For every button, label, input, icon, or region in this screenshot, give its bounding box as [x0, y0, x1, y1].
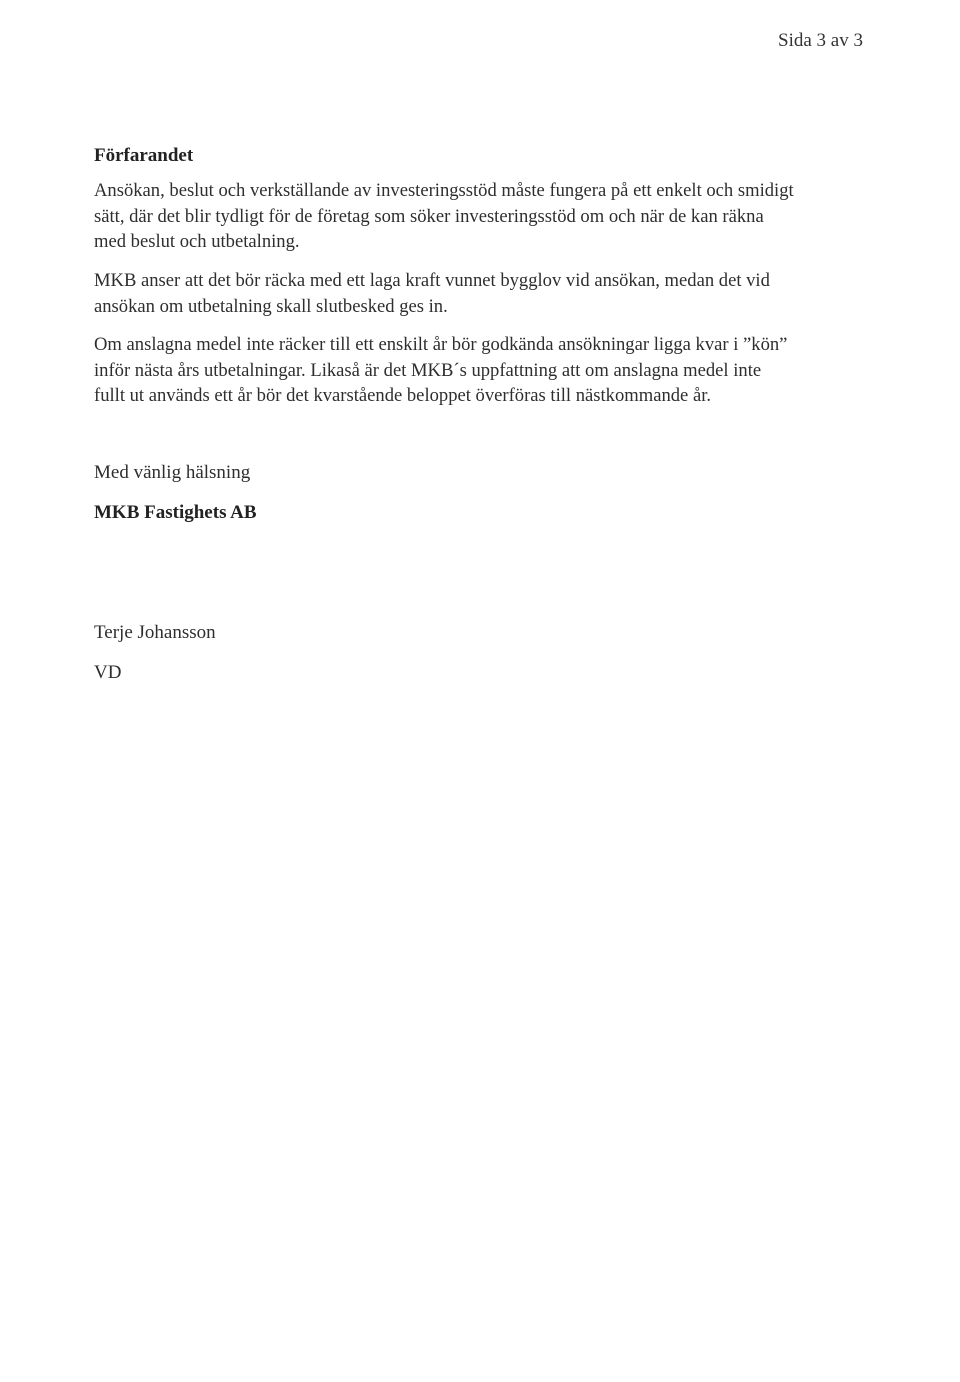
signer-name: Terje Johansson — [94, 622, 216, 643]
paragraph-line: fullt ut används ett år bör det kvarstående beloppet överföras till nästkommande år. — [94, 385, 712, 406]
paragraph-procedure — [94, 178, 874, 255]
closing-greeting: Med vänlig hälsning — [94, 462, 251, 483]
paragraph-line: MKB anser att det bör räcka med ett laga kraft vunnet bygglov vid ansökan, medan det vid — [94, 270, 770, 291]
paragraph-line: ansökan om utbetalning skall slutbesked ges in. — [94, 295, 448, 317]
paragraph-queue — [94, 332, 874, 409]
paragraph-line: sätt, där det blir tydligt för de företag som söker investeringsstöd om och när de kan räkna — [94, 205, 764, 227]
paragraph-line: Ansökan, beslut och verkställande av investeringsstöd måste fungera på ett enkelt och smidigt — [94, 180, 794, 201]
page-number: Sida 3 av 3 — [778, 30, 863, 51]
paragraph-line: Om anslagna medel inte räcker till ett enskilt år bör godkända ansökningar ligga kvar i ”kön” — [94, 334, 788, 355]
paragraph-line: med beslut och utbetalning. — [94, 231, 300, 252]
section-heading: Förfarandet — [94, 145, 194, 166]
company-name: MKB Fastighets AB — [94, 502, 257, 523]
signer-title: VD — [94, 662, 122, 683]
paragraph-building-permit — [94, 268, 874, 319]
paragraph-line: inför nästa års utbetalningar. Likaså är det MKB´s uppfattning att om anslagna medel inte — [94, 359, 762, 381]
